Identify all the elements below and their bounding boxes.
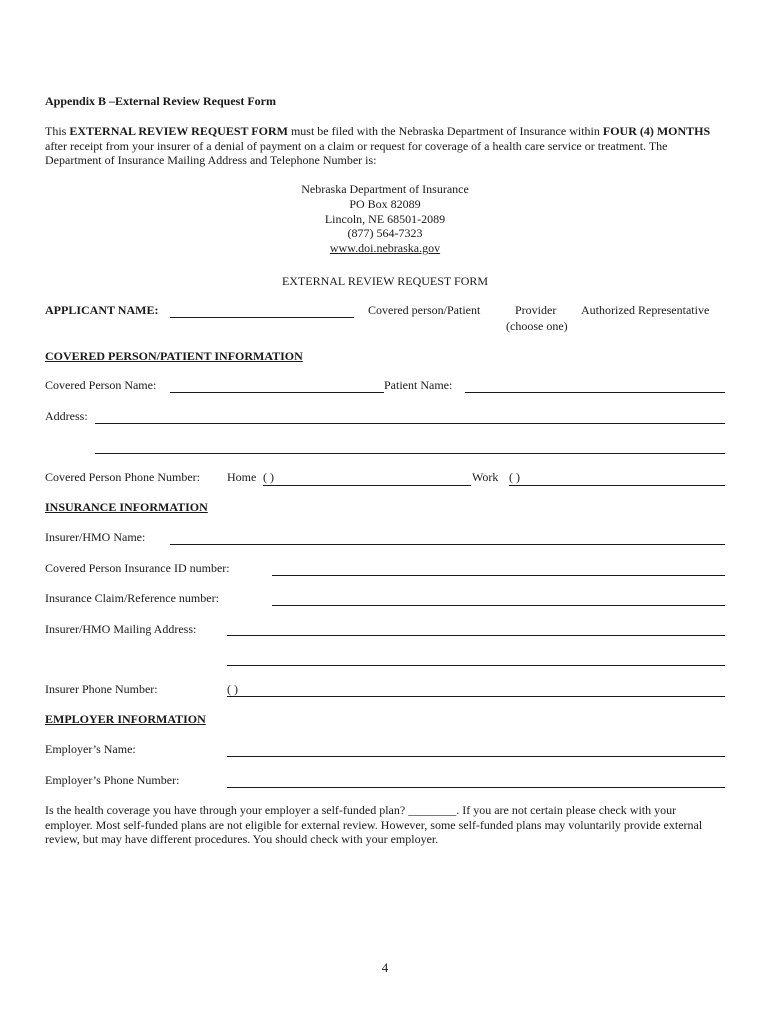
intro-text-2: must be filed with the Nebraska Department of Insurance within xyxy=(287,124,603,138)
covered-phone-label: Covered Person Phone Number: xyxy=(45,470,200,484)
applicant-name-field[interactable] xyxy=(170,317,354,318)
insurer-area-code-paren: ( ) xyxy=(227,682,238,696)
address-field-line-2[interactable] xyxy=(95,453,725,454)
self-funded-paragraph: Is the health coverage you have through your employer a self-funded plan? ________. If you are not certain please check with your employer. Most self-funded plans are not eligible for external review. However, some self-funded plans may voluntarily provide external review, but may have different procedures. You should check with your employer. xyxy=(45,803,703,846)
covered-person-heading: COVERED PERSON/PATIENT INFORMATION xyxy=(45,349,303,363)
address-website-link[interactable]: www.doi.nebraska.gov xyxy=(329,241,441,256)
appendix-title: Appendix B –External Review Request Form xyxy=(45,94,276,108)
address-line-1: Nebraska Department of Insurance xyxy=(301,182,469,196)
insurance-heading: INSURANCE INFORMATION xyxy=(45,500,208,514)
patient-name-label: Patient Name: xyxy=(384,378,453,392)
insurance-id-label: Covered Person Insurance ID number: xyxy=(45,561,230,575)
intro-paragraph xyxy=(45,124,725,168)
address-label: Address: xyxy=(45,409,88,423)
applicant-name-label: APPLICANT NAME: xyxy=(45,303,159,317)
covered-person-name-field[interactable] xyxy=(170,392,384,393)
insurer-name-field[interactable] xyxy=(170,544,725,545)
employer-phone-label: Employer’s Phone Number: xyxy=(45,773,180,787)
insurer-name-label: Insurer/HMO Name: xyxy=(45,530,146,544)
work-area-code-paren: ( ) xyxy=(509,470,520,484)
option-provider[interactable]: Provider xyxy=(515,303,557,317)
insurer-mailing-label: Insurer/HMO Mailing Address: xyxy=(45,622,197,636)
address-field-line-1[interactable] xyxy=(95,423,725,424)
home-phone-label: Home xyxy=(227,470,257,484)
option-authorized-representative[interactable]: Authorized Representative xyxy=(581,303,710,317)
page-number: 4 xyxy=(381,960,389,975)
choose-one-note: (choose one) xyxy=(506,319,568,333)
intro-text-3: after receipt from your insurer of a denial of payment on a claim or request for coverage of a health care service or treatment. The Department of Insurance Mailing Address and Telephone Number is: xyxy=(45,138,668,167)
home-phone-field[interactable] xyxy=(263,485,471,486)
work-phone-label: Work xyxy=(472,470,499,484)
department-address xyxy=(0,182,770,256)
insurer-phone-label: Insurer Phone Number: xyxy=(45,682,158,696)
insurer-mailing-field-line-1[interactable] xyxy=(227,635,725,636)
work-phone-field[interactable] xyxy=(509,485,725,486)
intro-text-1: This xyxy=(45,124,70,138)
patient-name-field[interactable] xyxy=(465,392,725,393)
employer-heading: EMPLOYER INFORMATION xyxy=(45,712,206,726)
insurer-phone-field[interactable] xyxy=(227,696,725,697)
intro-bold-form-name: EXTERNAL REVIEW REQUEST FORM xyxy=(69,124,288,138)
employer-name-label: Employer’s Name: xyxy=(45,742,136,756)
option-covered-person[interactable]: Covered person/Patient xyxy=(368,303,481,317)
intro-bold-deadline: FOUR (4) MONTHS xyxy=(602,124,711,138)
insurer-mailing-field-line-2[interactable] xyxy=(227,665,725,666)
address-phone: (877) 564-7323 xyxy=(347,226,423,241)
address-line-2: PO Box 82089 xyxy=(349,196,421,211)
address-line-3: Lincoln, NE 68501-2089 xyxy=(324,211,446,226)
employer-phone-field[interactable] xyxy=(227,787,725,788)
claim-number-label: Insurance Claim/Reference number: xyxy=(45,591,219,605)
home-area-code-paren: ( ) xyxy=(263,470,274,484)
covered-person-name-label: Covered Person Name: xyxy=(45,378,157,392)
claim-number-field[interactable] xyxy=(272,605,725,606)
employer-name-field[interactable] xyxy=(227,756,725,757)
insurance-id-field[interactable] xyxy=(272,575,725,576)
form-title: EXTERNAL REVIEW REQUEST FORM xyxy=(281,274,489,288)
